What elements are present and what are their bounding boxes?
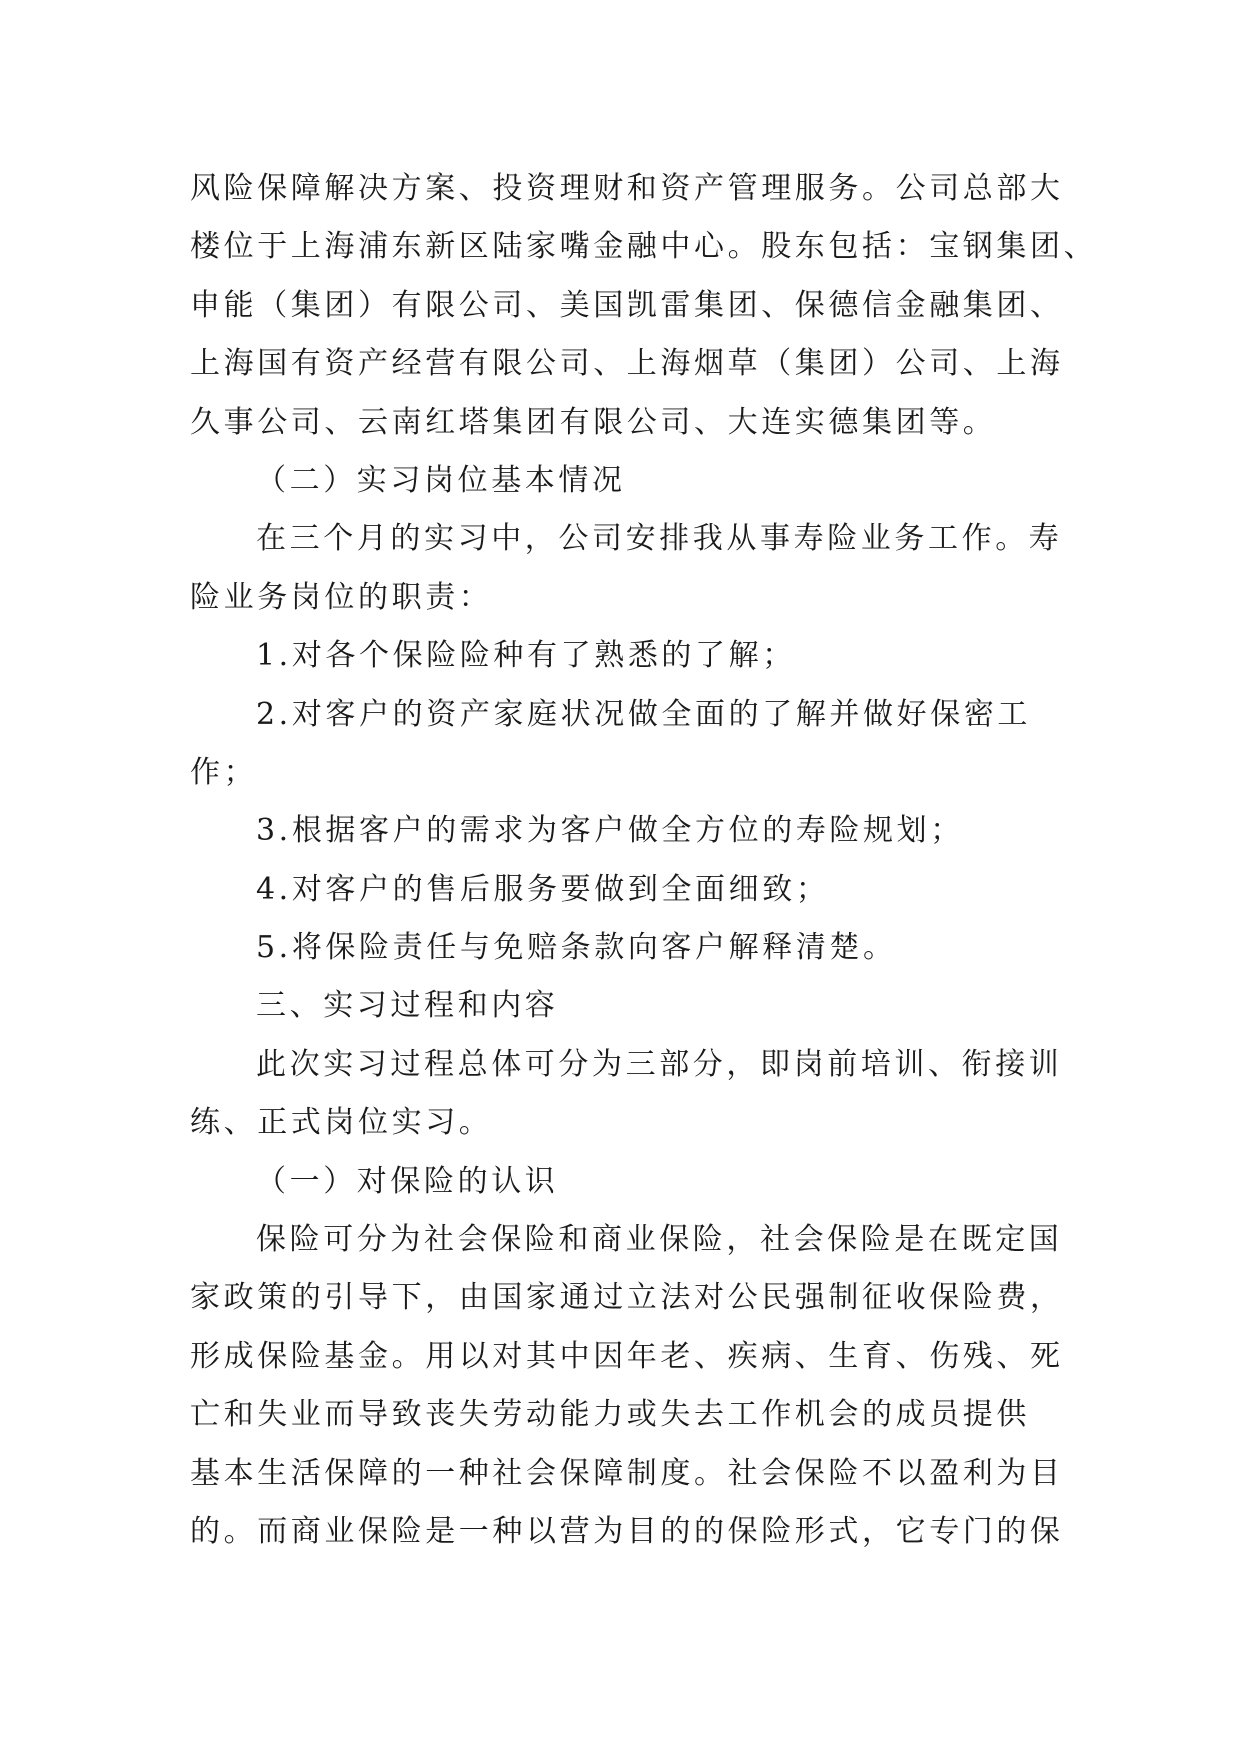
text-line: 亡和失业而导致丧失劳动能力或失去工作机会的成员提供 [190,1397,1030,1433]
text-line: 上海国有资产经营有限公司、上海烟草（集团）公司、上海 [190,346,1064,382]
text-line: 的。而商业保险是一种以营为目的的保险形式，它专门的保 [190,1513,1064,1549]
text-line: 申能（集团）有限公司、美国凯雷集团、保德信金融集团、 [190,287,1064,323]
list-item: 4.对客户的售后服务要做到全面细致； [256,871,830,907]
text-line: 形成保险基金。用以对其中因年老、疾病、生育、伤残、死 [190,1338,1064,1374]
text-line: 练、正式岗位实习。 [190,1105,493,1141]
list-item: 5.将保险责任与免赔条款向客户解释清楚。 [256,930,897,966]
text-line: 风险保障解决方案、投资理财和资产管理服务。公司总部大 [190,171,1064,206]
text-line: 家政策的引导下，由国家通过立法对公民强制征收保险费， [190,1280,1064,1316]
text-line: 在三个月的实习中，公司安排我从事寿险业务工作。寿 [256,521,1063,557]
section-heading: （二）实习岗位基本情况 [256,462,626,498]
list-item: 2.对客户的资产家庭状况做全面的了解并做好保密工 [256,696,1032,732]
section-heading: 三、实习过程和内容 [256,988,559,1024]
text-line: 保险可分为社会保险和商业保险，社会保险是在既定国 [256,1222,1063,1258]
text-line: 基本生活保障的一种社会保障制度。社会保险不以盈利为目 [190,1455,1064,1491]
document-body [190,160,1098,1561]
section-heading: （一）对保险的认识 [256,1163,559,1199]
text-line: 险业务岗位的职责： [190,579,493,615]
text-line: 此次实习过程总体可分为三部分，即岗前培训、衔接训 [256,1046,1063,1082]
text-line: 久事公司、云南红塔集团有限公司、大连实德集团等。 [190,404,997,440]
text-line: 楼位于上海浦东新区陆家嘴金融中心。股东包括：宝钢集团、 [190,229,1098,265]
list-item: 3.根据客户的需求为客户做全方位的寿险规划； [256,813,964,849]
text-line: 作； [190,754,258,790]
list-item: 1.对各个保险险种有了熟悉的了解； [256,638,796,674]
